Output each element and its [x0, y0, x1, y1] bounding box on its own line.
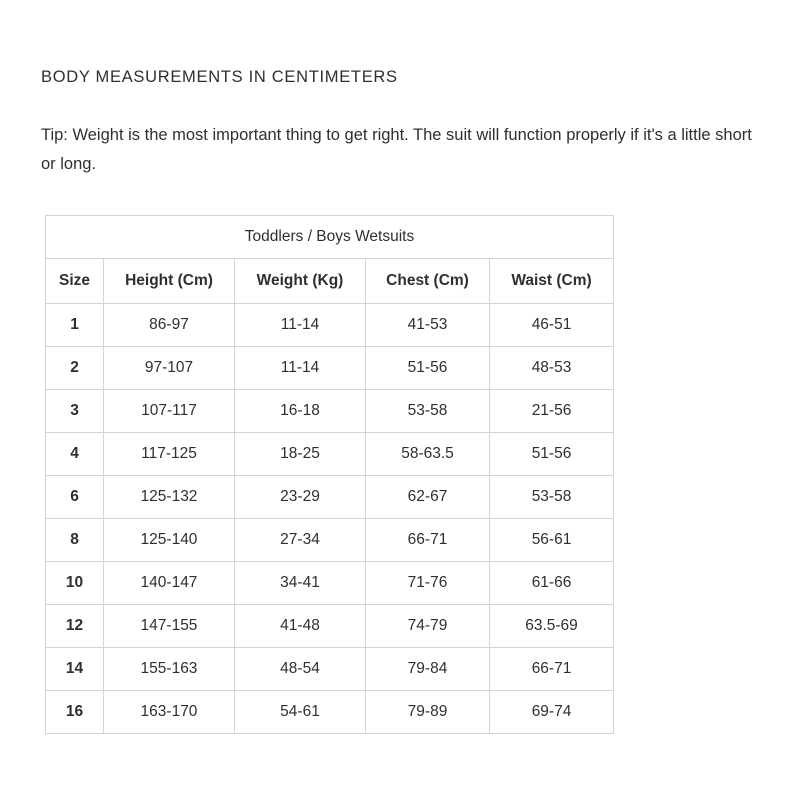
table-column-header-row [46, 258, 614, 303]
cell-weight: 16-18 [235, 389, 366, 432]
column-header-chest: Chest (Cm) [366, 258, 490, 303]
column-header-height: Height (Cm) [104, 258, 235, 303]
cell-weight: 54-61 [235, 690, 366, 733]
size-chart-table [45, 215, 614, 734]
column-header-size: Size [46, 258, 104, 303]
cell-height: 86-97 [104, 303, 235, 346]
cell-weight: 11-14 [235, 346, 366, 389]
cell-waist: 51-56 [490, 432, 614, 475]
table-row [46, 604, 614, 647]
cell-chest: 79-84 [366, 647, 490, 690]
cell-size: 2 [46, 346, 104, 389]
cell-waist: 21-56 [490, 389, 614, 432]
cell-size: 6 [46, 475, 104, 518]
cell-height: 107-117 [104, 389, 235, 432]
table-row [46, 475, 614, 518]
page-title: BODY MEASUREMENTS IN CENTIMETERS [41, 68, 398, 86]
cell-chest: 58-63.5 [366, 432, 490, 475]
tip-text: Tip: Weight is the most important thing to get right. The suit will function properly if it's a little short or long. [41, 126, 752, 173]
cell-size: 16 [46, 690, 104, 733]
table-row [46, 346, 614, 389]
cell-weight: 48-54 [235, 647, 366, 690]
table-title-row [46, 215, 614, 258]
cell-height: 155-163 [104, 647, 235, 690]
cell-chest: 41-53 [366, 303, 490, 346]
cell-size: 4 [46, 432, 104, 475]
table-title: Toddlers / Boys Wetsuits [46, 215, 614, 258]
cell-weight: 18-25 [235, 432, 366, 475]
table-row [46, 389, 614, 432]
cell-size: 12 [46, 604, 104, 647]
cell-waist: 53-58 [490, 475, 614, 518]
cell-height: 125-140 [104, 518, 235, 561]
cell-height: 140-147 [104, 561, 235, 604]
cell-height: 97-107 [104, 346, 235, 389]
column-header-waist: Waist (Cm) [490, 258, 614, 303]
table-header [46, 215, 614, 303]
cell-waist: 48-53 [490, 346, 614, 389]
cell-chest: 51-56 [366, 346, 490, 389]
cell-size: 8 [46, 518, 104, 561]
cell-weight: 34-41 [235, 561, 366, 604]
cell-chest: 66-71 [366, 518, 490, 561]
cell-size: 10 [46, 561, 104, 604]
cell-height: 125-132 [104, 475, 235, 518]
table-row [46, 561, 614, 604]
cell-chest: 74-79 [366, 604, 490, 647]
cell-height: 163-170 [104, 690, 235, 733]
column-header-weight: Weight (Kg) [235, 258, 366, 303]
cell-height: 117-125 [104, 432, 235, 475]
table-row [46, 303, 614, 346]
cell-size: 14 [46, 647, 104, 690]
cell-waist: 69-74 [490, 690, 614, 733]
cell-waist: 46-51 [490, 303, 614, 346]
cell-weight: 41-48 [235, 604, 366, 647]
cell-waist: 61-66 [490, 561, 614, 604]
cell-height: 147-155 [104, 604, 235, 647]
cell-chest: 62-67 [366, 475, 490, 518]
table-row [46, 690, 614, 733]
cell-chest: 71-76 [366, 561, 490, 604]
cell-weight: 27-34 [235, 518, 366, 561]
cell-size: 3 [46, 389, 104, 432]
cell-weight: 11-14 [235, 303, 366, 346]
table-body [46, 303, 614, 733]
cell-waist: 63.5-69 [490, 604, 614, 647]
cell-waist: 66-71 [490, 647, 614, 690]
cell-chest: 53-58 [366, 389, 490, 432]
cell-size: 1 [46, 303, 104, 346]
cell-waist: 56-61 [490, 518, 614, 561]
cell-weight: 23-29 [235, 475, 366, 518]
table-row [46, 518, 614, 561]
cell-chest: 79-89 [366, 690, 490, 733]
table-row [46, 432, 614, 475]
table-row [46, 647, 614, 690]
